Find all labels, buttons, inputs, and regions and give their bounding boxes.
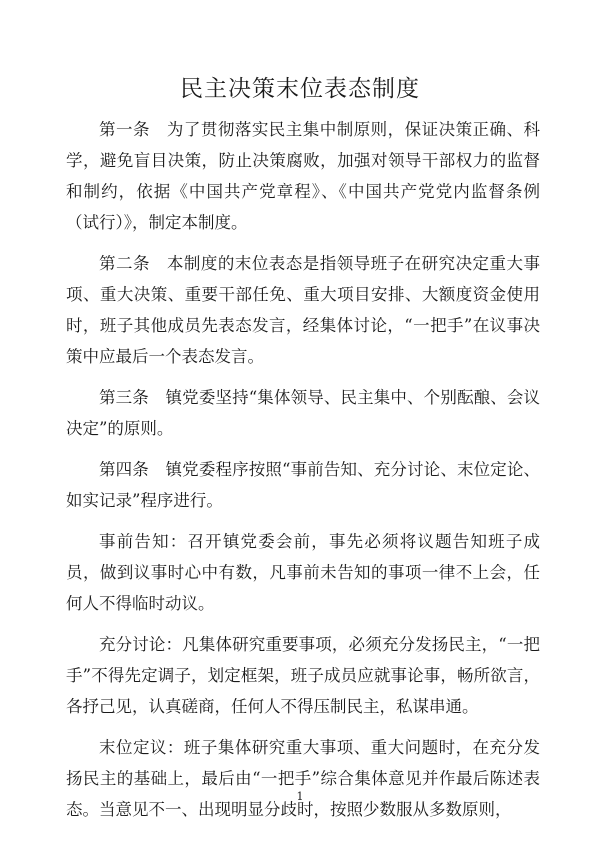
paragraph-full-discussion: 充分讨论：凡集体研究重要事项，必须充分发扬民主，“一把手”不得先定调子，划定框架，班子成员应就事论事，畅所欲言，各抒己见，认真磋商，任何人不得压制民主，私谋串通。 [66,635,540,716]
paragraph-final-decision: 末位定议：班子集体研究重大事项、重大问题时，在充分发扬民主的基础上，最后由“一把手”综合集体意见并作最后陈述表态。当意见不一、出现明显分歧时，按照少数服从多数原则， [66,738,540,819]
paragraph-article-3: 第三条 镇党委坚持“集体领导、民主集中、个别酝酿、会议决定”的原则。 [66,388,540,438]
paragraph-article-1: 第一条 为了贯彻落实民主集中制原则，保证决策正确、科学，避免盲目决策，防止决策腐败，加强对领导干部权力的监督和制约，依据《中国共产党章程》、《中国共产党党内监督条例（试行）》，制定本制度。 [66,120,540,232]
page-number: 1 [296,790,304,803]
document-body [66,114,540,835]
paragraph-advance-notice: 事前告知：召开镇党委会前，事先必须将议题告知班子成员，做到议事时心中有数，凡事前未告知的事项一律不上会，任何人不得临时动议。 [66,532,540,613]
paragraph-article-2: 第二条 本制度的末位表态是指领导班子在研究决定重大事项、重大决策、重要干部任免、重大项目安排、大额度资金使用时，班子其他成员先表态发言，经集体讨论，“一把手”在议事决策中应最后一个表态发言。 [66,254,540,366]
document-title: 民主决策末位表态制度 [180,76,420,102]
paragraph-article-4: 第四条 镇党委程序按照“事前告知、充分讨论、末位定论、如实记录”程序进行。 [66,460,540,510]
